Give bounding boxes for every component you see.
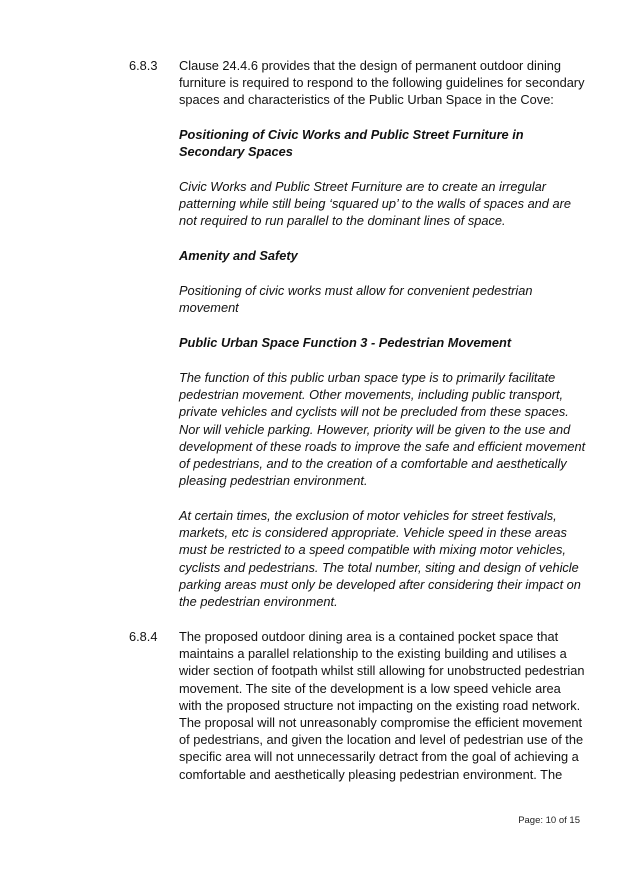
- paragraph-pedestrian-movement-positioning: Positioning of civic works must allow for convenient pedestrian movement: [179, 283, 533, 316]
- paragraph-civic-works: Civic Works and Public Street Furniture are to create an irregular patterning while still being ‘squared up’ to the walls of spaces and are not required to run parallel to the dominant lines of space.: [179, 179, 571, 229]
- section-heading-public-urban-space-function: Public Urban Space Function 3 - Pedestrian Movement: [179, 335, 512, 350]
- clause-intro-paragraph: Clause 24.4.6 provides that the design of permanent outdoor dining furniture is required to respond to the following guidelines for secondary spaces and characteristics of the Public Urban Space in the Cove:: [179, 58, 585, 108]
- clause-paragraph-outdoor-dining: The proposed outdoor dining area is a contained pocket space that maintains a parallel relationship to the existing building and utilises a wider section of footpath whilst still allowing for unobstructed pedestrian movement. The site of the development is a low speed vehicle area with the proposed structure not impacting on the existing road network. The proposal will not unreasonably compromise the efficient movement of pedestrians, and given the location and level of pedestrian use of the specific area will not unnecessarily detract from the goal of achieving a comfortable and aesthetically pleasing pedestrian environment. The: [179, 629, 585, 782]
- page-number: Page: 10 of 15: [518, 815, 580, 826]
- section-heading-positioning: Positioning of Civic Works and Public Street Furniture in Secondary Spaces: [179, 127, 524, 160]
- section-heading-amenity-safety: Amenity and Safety: [179, 248, 298, 263]
- clause-number: 6.8.4: [129, 629, 158, 644]
- paragraph-motor-vehicle-exclusion: At certain times, the exclusion of motor vehicles for street festivals, markets, etc is considered appropriate. Vehicle speed in these areas must be restricted to a speed compatible with mixing motor vehicles, cyclists and pedestrians. The total number, siting and design of vehicle parking areas must only be developed after considering their impact on the pedestrian environment.: [179, 508, 581, 610]
- paragraph-function-of-space: The function of this public urban space type is to primarily facilitate pedestrian movement. Other movements, including public transport, private vehicles and cyclists will not be precluded from these spaces. Nor will vehicle parking. However, priority will be given to the use and development of these roads to improve the safe and efficient movement of pedestrians, and to the creation of a comfortable and aesthetically pleasing pedestrian environment.: [179, 370, 586, 489]
- clause-number: 6.8.3: [129, 58, 158, 73]
